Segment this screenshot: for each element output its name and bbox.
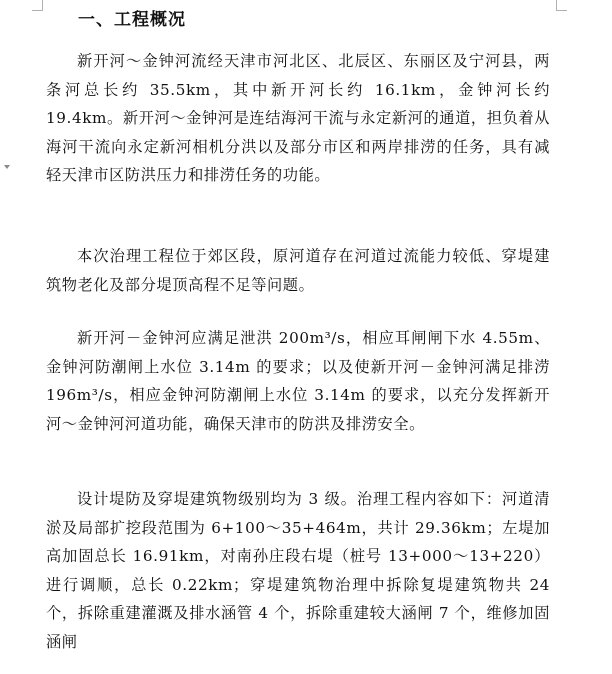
margin-arrow-icon [4,165,10,169]
paragraph-scope: 设计堤防及穿堤建筑物级别均为 3 级。治理工程内容如下：河道清淤及局部扩挖段范围为 6+100～35+464m，共计 29.36km；左堤加高加固总长 16.91km，对南孙庄段右堤（桩号 13+000～13+220）进行调顺，总长 0.22km；穿堤建筑物治理中拆除复堤建筑物共 24 个，拆除重建灌溉及排水涵管 4 个，拆除重建较大涵闸 7 个，维修加固涵闸 [46,490,550,651]
page-corner-mark-left [32,0,43,11]
page-corner-mark-right [556,0,567,11]
paragraph-problems: 本次治理工程位于郊区段，原河道存在河道过流能力较低、穿堤建筑物老化及部分堤顶高程不足等问题。 [46,247,550,294]
section-heading: 一、工程概况 [78,10,186,30]
paragraph-overview: 新开河～金钟河流经天津市河北区、北辰区、东丽区及宁河县，两条河总长约 35.5km，其中新开河长约 16.1km，金钟河长约 19.4km。新开河～金钟河是连结海河干流与永定新河的通道，担负着从海河干流向永定新河相机分洪以及部分市区和两岸排涝的任务，具有减轻天津市区防洪压力和排涝任务的功能。 [46,52,550,184]
paragraph-requirements: 新开河－金钟河应满足泄洪 200m³/s，相应耳闸闸下水 4.55m、金钟河防潮闸上水位 3.14m 的要求；以及使新开河－金钟河满足排涝 196m³/s，相应金钟河防潮闸上水位 3.14m 的要求，以充分发挥新开河～金钟河河道功能，确保天津市的防洪及排涝安全。 [46,329,550,433]
